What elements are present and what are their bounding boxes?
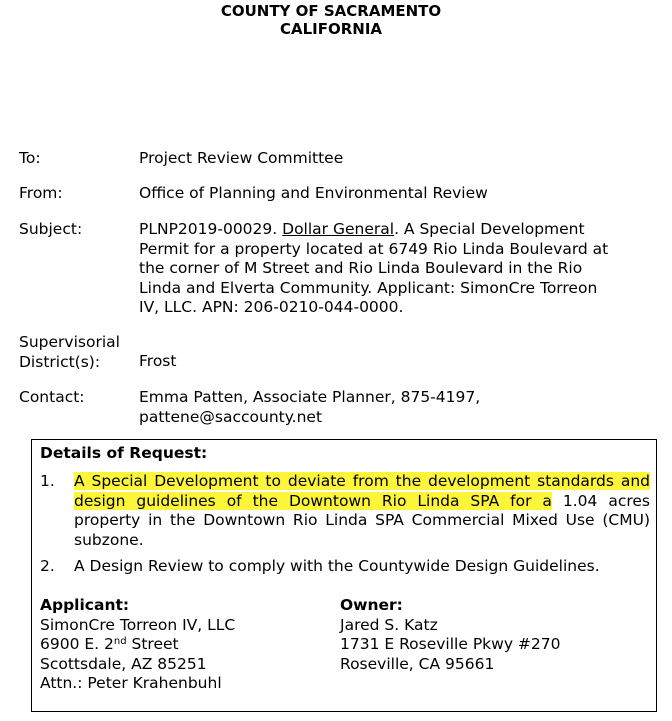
applicant-name: SimonCre Torreon IV, LLC bbox=[40, 615, 236, 634]
item-1-line-2 bbox=[74, 492, 650, 512]
applicant-block bbox=[40, 596, 235, 694]
applicant-street bbox=[40, 635, 235, 655]
to-value: Project Review Committee bbox=[139, 149, 344, 167]
subject-line-1 bbox=[139, 220, 639, 240]
district-label-line-1: Supervisorial bbox=[19, 333, 120, 351]
highlighted-text: A Special Development to deviate from the development standards and bbox=[74, 472, 650, 490]
state-title: CALIFORNIA bbox=[279, 20, 383, 38]
subject-text-part: . A Special Development bbox=[394, 220, 585, 238]
details-title: Details of Request: bbox=[40, 444, 208, 462]
owner-name: Jared S. Katz bbox=[340, 615, 438, 634]
item-1-number: 1. bbox=[40, 472, 55, 490]
to-label: To: bbox=[19, 149, 41, 167]
subject-line-2: Permit for a property located at 6749 Rio Linda Boulevard at bbox=[139, 239, 609, 258]
district-value: Frost bbox=[139, 352, 177, 370]
owner-title: Owner: bbox=[340, 596, 403, 614]
from-value: Office of Planning and Environmental Review bbox=[139, 184, 488, 202]
project-name: Dollar General bbox=[282, 220, 395, 238]
county-title: COUNTY OF SACRAMENTO bbox=[220, 2, 442, 20]
item-1-line-4: subzone. bbox=[74, 530, 144, 549]
item-1-text bbox=[74, 472, 650, 550]
contact-label: Contact: bbox=[19, 388, 85, 406]
highlighted-text: design guidelines of the Downtown Rio Linda SPA for a bbox=[74, 491, 552, 510]
subject-line-4: Linda and Elverta Community. Applicant: SimonCre Torreon bbox=[139, 278, 598, 297]
subject-value bbox=[139, 220, 639, 318]
district-label-line-2: District(s): bbox=[19, 352, 101, 371]
contact-email: pattene@saccounty.net bbox=[139, 407, 323, 426]
item-2-number: 2. bbox=[40, 557, 55, 575]
owner-city: Roseville, CA 95661 bbox=[340, 654, 495, 673]
contact-value bbox=[139, 388, 639, 427]
item-1-text-part: 1.04 acres bbox=[551, 491, 650, 510]
item-1-line-3: property in the Downtown Rio Linda SPA Commercial Mixed Use (CMU) bbox=[74, 511, 650, 529]
contact-line-1: Emma Patten, Associate Planner, 875-4197, bbox=[139, 388, 481, 406]
item-1-line-1 bbox=[74, 472, 650, 492]
applicant-city: Scottsdale, AZ 85251 bbox=[40, 654, 207, 673]
owner-street: 1731 E Roseville Pkwy #270 bbox=[340, 635, 561, 653]
details-box bbox=[31, 439, 657, 712]
subject-line-5: IV, LLC. APN: 206-0210-044-0000. bbox=[139, 298, 404, 316]
applicant-title: Applicant: bbox=[40, 596, 130, 614]
ordinal-suffix: nd bbox=[113, 636, 127, 647]
from-label: From: bbox=[19, 184, 63, 202]
subject-label: Subject: bbox=[19, 220, 83, 238]
owner-block bbox=[340, 596, 561, 674]
item-2-text: A Design Review to comply with the Countywide Design Guidelines. bbox=[74, 557, 600, 575]
project-number: PLNP2019-00029. bbox=[139, 220, 283, 238]
street-part: 6900 E. 2 bbox=[40, 635, 114, 653]
subject-line-3: the corner of M Street and Rio Linda Boulevard in the Rio bbox=[139, 259, 583, 277]
district-label bbox=[19, 333, 120, 372]
street-part: Street bbox=[126, 635, 179, 653]
applicant-attn: Attn.: Peter Krahenbuhl bbox=[40, 674, 222, 692]
